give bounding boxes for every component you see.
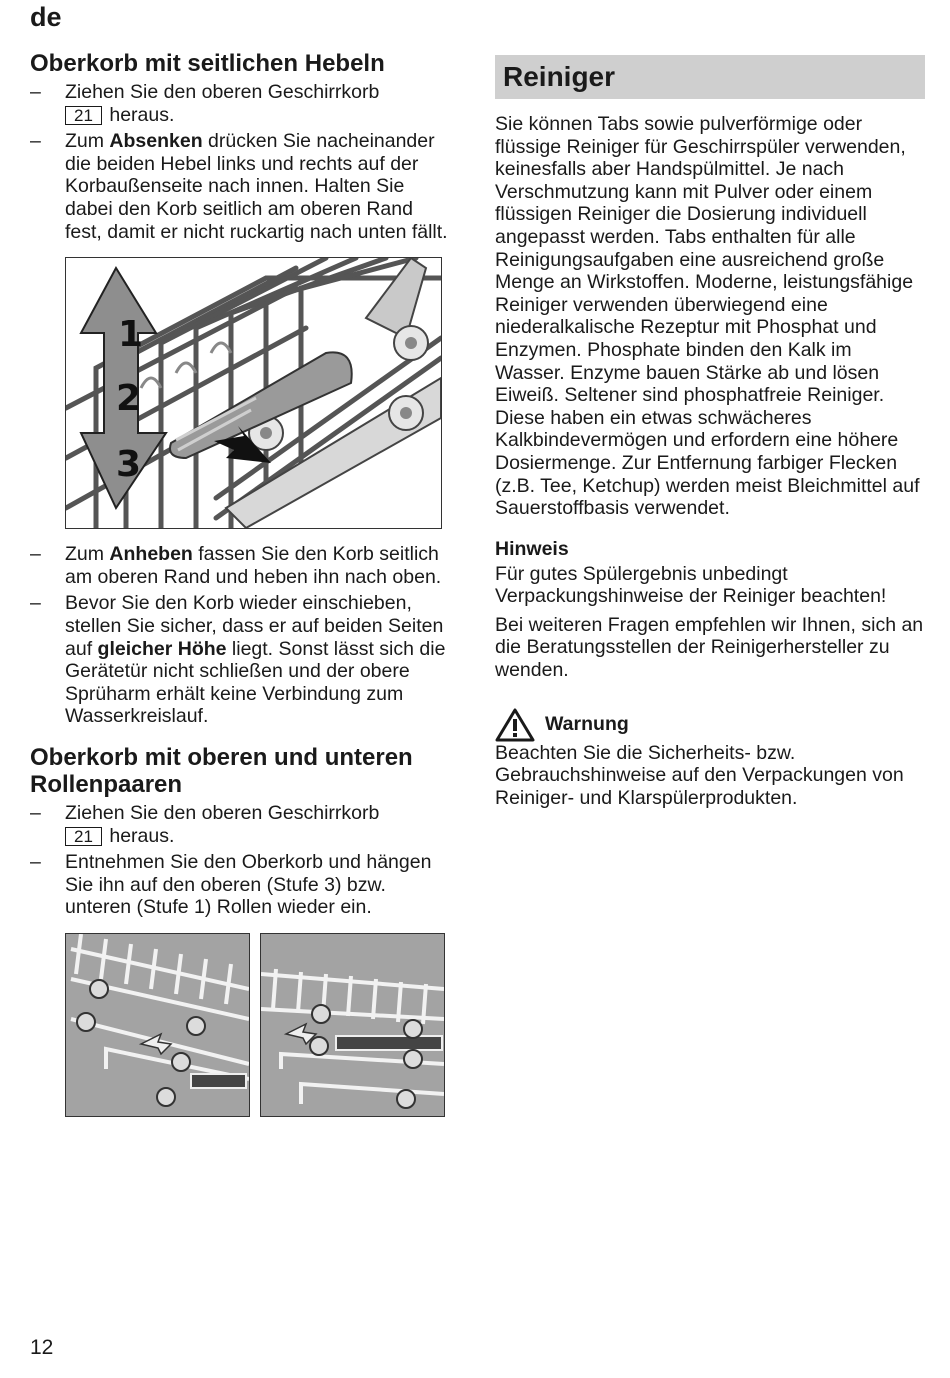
warning-triangle-icon (495, 708, 535, 742)
warning-title: Warnung (545, 713, 629, 736)
right-column (495, 55, 925, 815)
roller-illustration-lower (65, 933, 250, 1117)
list-item: – Zum Absenken drücken Sie nacheinander die beiden Hebel links und rechts auf der Korbaußenseite nach innen. Halten Sie dabei den Korb seitlich am oberen Rand fest, damit er nicht ruckartig nach unten fällt. (30, 130, 448, 243)
step-number-3: 3 (116, 444, 142, 486)
hint-paragraph-1: Für gutes Spülergebnis unbedingt Verpackungshinweise der Reiniger beachten! (495, 562, 887, 608)
warning-heading (495, 708, 925, 742)
section-title-side-levers: Oberkorb mit seitlichen Hebeln (30, 50, 385, 77)
reference-number-box: 21 (65, 827, 102, 846)
list-item: – Bevor Sie den Korb wieder einschieben, stellen Sie sicher, dass er auf beiden Seiten auf gleicher Höhe liegt. Sonst lässt sich die Gerätetür nicht schließen und der obere Sprüharm erhält keine Verbindung zum Wasserkreislauf. (30, 592, 446, 728)
language-tag: de (30, 2, 62, 32)
section-title-cleaner: Reiniger (495, 55, 925, 99)
section-title-roller-pairs: Oberkorb mit oberen und unteren Rollenpaaren (30, 743, 413, 798)
step-number-2: 2 (116, 378, 142, 420)
cleaner-paragraph: Sie können Tabs sowie pulverförmige oder flüssige Reiniger für Geschirrspüler verwenden, keinesfalls aber Handspülmittel. Je nach Verschmutzung kann mit Pulver oder einem flüssigen Reiniger die Dosierung individuell angepasst werden. Tabs enthalten für alle Reinigungsaufgaben eine ausreichend große Menge an Wirkstoffen. Moderne, leistungsfähige Reiniger verwenden überwiegend eine niederalkalische Rezeptur mit Phosphat und Enzymen. Phosphate binden den Kalk im Wasser. Enzyme bauen Stärke ab und lösen Eiweiß. Seltener sind phosphatfreie Reiniger. Diese haben ein etwas schwächeres Kalkbindevermögen und erfordern eine höhere Dosiermenge. Zur Entfernung farbiger Flecken (z.B. Tee, Ketchup) werden meist Bleichmittel auf Sauerstoffbasis verwendet. (495, 113, 920, 520)
list-item: – Zum Anheben fassen Sie den Korb seitlich am oberen Rand und heben ihn nach oben. (30, 543, 442, 588)
list-item: – Ziehen Sie den oberen Geschirrkorb 21 heraus. (30, 801, 380, 847)
basket-lever-illustration (65, 257, 442, 529)
list-item: – Entnehmen Sie den Oberkorb und hängen Sie ihn auf den oberen (Stufe 3) bzw. unteren (Stufe 1) Rollen wieder ein. (30, 851, 432, 919)
roller-figures (65, 933, 455, 1117)
hint-heading: Hinweis (495, 537, 569, 560)
warning-text: Beachten Sie die Sicherheits- bzw. Gebrauchshinweise auf den Verpackungen von Reiniger- und Klarspülerprodukten. (495, 741, 904, 809)
roller-illustration-upper (260, 933, 445, 1117)
reference-number-box: 21 (65, 106, 102, 125)
step-number-1: 1 (118, 314, 144, 356)
hint-paragraph-2: Bei weiteren Fragen empfehlen wir Ihnen, sich an die Beratungsstellen der Reinigerhersteller zu wenden. (495, 613, 924, 682)
list-item: – Ziehen Sie den oberen Geschirrkorb 21 heraus. (30, 81, 380, 126)
page-number: 12 (30, 1336, 54, 1359)
left-column (30, 50, 455, 1117)
